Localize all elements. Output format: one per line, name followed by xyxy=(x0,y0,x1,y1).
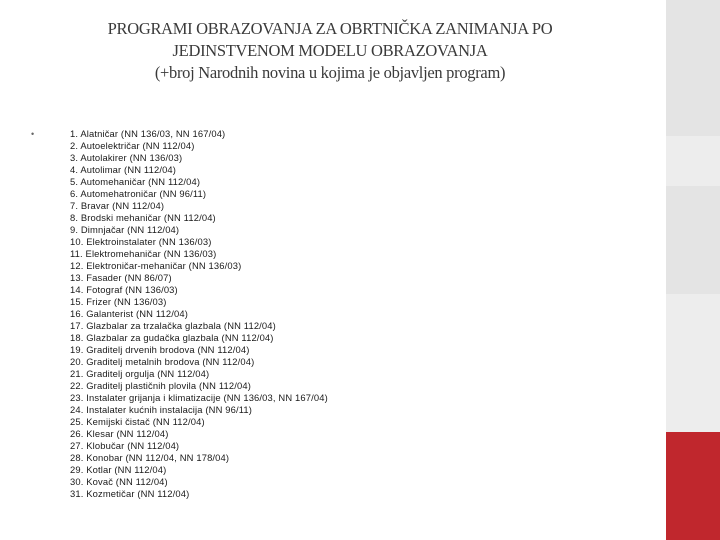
list-item: 29. Kotlar (NN 112/04) xyxy=(70,464,167,475)
list-item: 30. Kovač (NN 112/04) xyxy=(70,476,168,487)
list-item: 17. Glazbalar za trzalačka glazbala (NN 112/04) xyxy=(70,320,276,331)
program-list xyxy=(70,128,328,500)
list-item: 27. Klobučar (NN 112/04) xyxy=(70,440,180,451)
list-item: 1. Alatničar (NN 136/03, NN 167/04) xyxy=(70,128,226,139)
list-item: 19. Graditelj drvenih brodova (NN 112/04) xyxy=(70,344,250,355)
list-item: 7. Bravar (NN 112/04) xyxy=(70,200,165,211)
list-item: 28. Konobar (NN 112/04, NN 178/04) xyxy=(70,452,230,463)
list-item: 2. Autoelektričar (NN 112/04) xyxy=(70,140,195,151)
list-item: 5. Automehaničar (NN 112/04) xyxy=(70,176,201,187)
title-line-2: JEDINSTVENOM MODELU OBRAZOVANJA xyxy=(172,41,488,60)
slide-title xyxy=(80,18,580,84)
bullet-point: • xyxy=(31,129,35,139)
list-item: 6. Automehatroničar (NN 96/11) xyxy=(70,188,207,199)
list-item: 21. Graditelj orgulja (NN 112/04) xyxy=(70,368,210,379)
list-item: 3. Autolakirer (NN 136/03) xyxy=(70,152,183,163)
decorative-sidebar xyxy=(666,0,720,540)
list-item: 25. Kemijski čistač (NN 112/04) xyxy=(70,416,205,427)
list-item: 15. Frizer (NN 136/03) xyxy=(70,296,167,307)
list-item: 23. Instalater grijanja i klimatizacije (NN 136/03, NN 167/04) xyxy=(70,392,328,403)
list-item: 20. Graditelj metalnih brodova (NN 112/04) xyxy=(70,356,255,367)
list-item: 24. Instalater kućnih instalacija (NN 96/11) xyxy=(70,404,253,415)
sidebar-block-top xyxy=(666,0,720,136)
list-item: 13. Fasader (NN 86/07) xyxy=(70,272,172,283)
list-item: 11. Elektromehaničar (NN 136/03) xyxy=(70,248,217,259)
list-item: 12. Elektroničar-mehaničar (NN 136/03) xyxy=(70,260,242,271)
title-line-1: PROGRAMI OBRAZOVANJA ZA OBRTNIČKA ZANIMANJA PO xyxy=(107,19,553,38)
list-item: 10. Elektroinstalater (NN 136/03) xyxy=(70,236,212,247)
list-item: 26. Klesar (NN 112/04) xyxy=(70,428,169,439)
sidebar-accent-block xyxy=(666,432,720,540)
list-item: 8. Brodski mehaničar (NN 112/04) xyxy=(70,212,216,223)
list-item: 14. Fotograf (NN 136/03) xyxy=(70,284,178,295)
list-item: 18. Glazbalar za gudačka glazbala (NN 112/04) xyxy=(70,332,274,343)
list-item: 4. Autolimar (NN 112/04) xyxy=(70,164,177,175)
list-item: 22. Graditelj plastičnih plovila (NN 112/04) xyxy=(70,380,251,391)
title-line-3: (+broj Narodnih novina u kojima je objavljen program) xyxy=(154,63,506,82)
list-item: 31. Kozmetičar (NN 112/04) xyxy=(70,488,190,499)
sidebar-block-middle xyxy=(666,186,720,294)
list-item: 16. Galanterist (NN 112/04) xyxy=(70,308,188,319)
list-item: 9. Dimnjačar (NN 112/04) xyxy=(70,224,180,235)
